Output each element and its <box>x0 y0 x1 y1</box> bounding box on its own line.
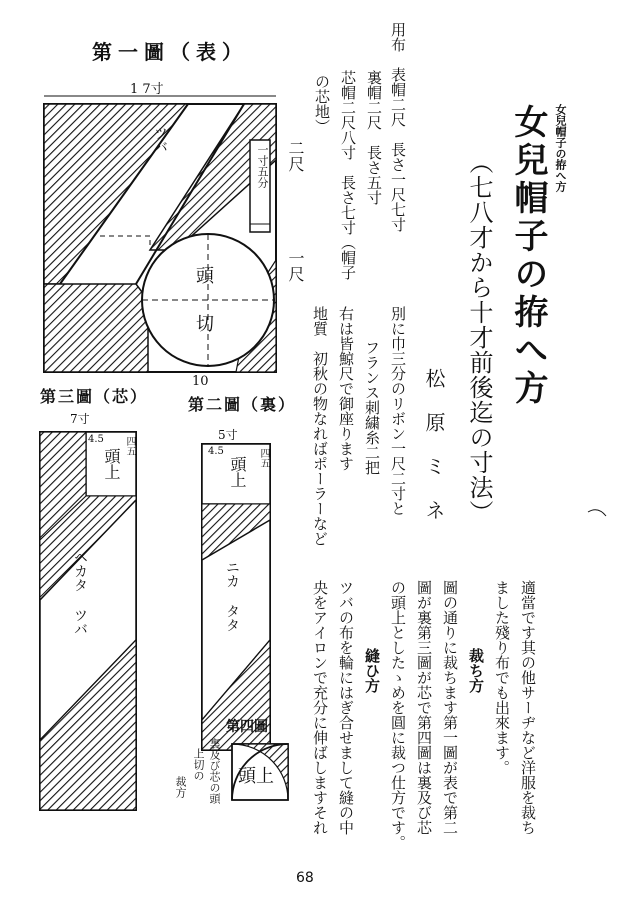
figure-2-strip-label: ニカ タタ <box>224 560 240 632</box>
figure-4-note: 上切の <box>192 748 205 781</box>
extra-line: フランス刺繍糸二把 <box>363 340 381 475</box>
body-line: 圖が裏第三圖が芯で第四圖は裏及び芯 <box>415 580 433 835</box>
figure-1-dim-top: 1 7寸 <box>130 82 164 97</box>
materials-line: 裏帽二尺 長さ五寸 <box>365 70 383 205</box>
figure-4-head-label: 頭上 <box>238 766 274 787</box>
figure-1-caption: 第一圖（表） <box>92 40 248 64</box>
figure-3-dim-small: 4.5 <box>88 434 104 445</box>
figure-3-strip-label: ヘカタ ツバ <box>72 550 88 636</box>
figure-1-dim-side: 二尺 <box>286 140 305 172</box>
figure-3-side-note: 四五 <box>124 436 135 456</box>
section-heading-sew: 縫ひ方 <box>363 648 381 693</box>
extra-line: 別に巾三分のリボン一尺二寸と <box>389 306 407 516</box>
author-name: 松原ミネ <box>422 368 446 544</box>
body-line: ました殘り布でも出來ます。 <box>493 580 511 775</box>
body-line: の頭上としたゝめを圓に裁つ仕方です。 <box>389 580 407 850</box>
extra-line: 地質 初秋の物なればポーラーなど <box>311 306 329 546</box>
figure-1-dim-side-2: 一尺 <box>286 250 305 282</box>
figure-1-circle-label-2: 切 <box>196 314 214 335</box>
figure-1-brim-label: ツバ <box>152 126 168 154</box>
article-title: 女兒帽子の拵へ方 <box>508 104 548 408</box>
figure-2-dim-top: 5寸 <box>218 428 238 442</box>
figure-3-dim-top: 7寸 <box>70 412 90 426</box>
body-line: 適當です其の他サーヂなど洋服を裁ち <box>519 580 537 835</box>
figure-2-dim-small: 4.5 <box>208 446 224 457</box>
figure-4-note: 裏及び芯の頭 <box>208 738 221 804</box>
article-subtitle: （七八才から十才前後迄の寸法） <box>465 150 493 525</box>
figure-2-side-note: 四五 <box>258 448 269 468</box>
figure-2-caption: 第二圖（裏） <box>188 395 297 414</box>
materials-line: 芯帽二尺八寸 長さ七寸（帽子 <box>339 70 357 280</box>
figure-3-head-label: 頭上 <box>102 448 121 480</box>
figure-4-note: 裁方 <box>174 776 187 798</box>
page-number: 68 <box>296 870 314 886</box>
body-line: 央をアイロンで充分に伸ばしますそれ <box>311 580 329 835</box>
materials-line: の芯地） <box>313 74 331 134</box>
section-heading-cut: 裁ち方 <box>467 648 485 693</box>
running-head: 女兒帽子の拵へ方 <box>554 104 567 192</box>
body-line: 圖の通りに裁ちます第一圖が表で第二 <box>441 580 459 835</box>
extra-line: 右は皆鯨尺で御座ります <box>337 306 355 471</box>
figure-1-dim-bottom: 10 <box>192 374 209 389</box>
figure-4-caption: 第四圖 <box>226 719 268 735</box>
figure-3-caption: 第三圖（芯） <box>40 387 149 406</box>
materials-line: 用布 表帽二尺 長さ一尺七寸 <box>389 22 407 232</box>
figure-2-head-label: 頭上 <box>228 456 247 488</box>
figure-1-circle-label: 頭 <box>196 266 214 287</box>
body-line: ツバの布を輪にはぎ合せまして縫の中 <box>337 580 355 835</box>
figure-1-vertical-note: 一寸五分 <box>256 144 269 188</box>
